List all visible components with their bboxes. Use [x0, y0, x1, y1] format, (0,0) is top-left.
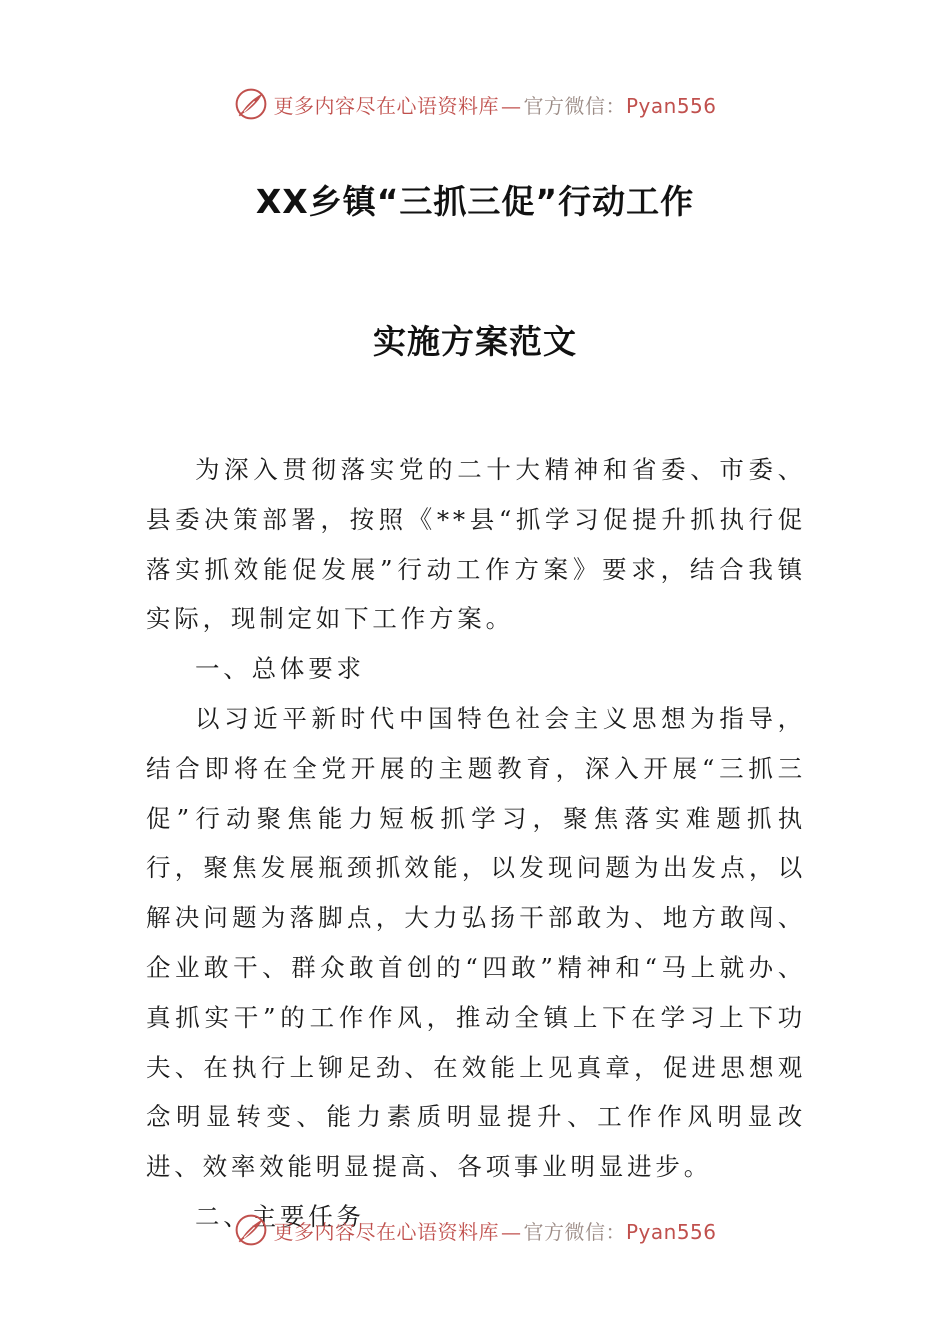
quill-logo-icon [233, 86, 269, 122]
watermark-account: Pyan556 [625, 93, 717, 118]
quill-logo-icon [233, 1212, 269, 1248]
watermark-dash: — [500, 93, 522, 118]
watermark-footer [0, 1210, 950, 1250]
watermark-prefix: 更多内容尽在心语资料库 [273, 93, 499, 118]
watermark-dash: — [500, 1219, 522, 1244]
document-body [146, 445, 806, 1242]
watermark-header [0, 84, 950, 124]
document-title-line-1: XX乡镇“三抓三促”行动工作 [255, 182, 695, 221]
watermark-text [273, 1216, 716, 1245]
watermark-prefix: 更多内容尽在心语资料库 [273, 1219, 499, 1244]
watermark-middle: 官方微信： [523, 1219, 626, 1244]
watermark-middle: 官方微信： [523, 93, 626, 118]
paragraph-requirements: 以习近平新时代中国特色社会主义思想为指导，结合即将在全党开展的主题教育，深入开展“三抓三促”行动聚焦能力短板抓学习，聚焦落实难题抓执行，聚焦发展瓶颈抓效能，以发现问题为出发点，以解决问题为落脚点，大力弘扬干部敢为、地方敢闯、企业敢干、群众敢首创的“四敢”精神和“马上就办、真抓实干”的工作作风，推动全镇上下在学习上下功夫、在执行上铆足劲、在效能上见真章，促进思想观念明显转变、能力素质明显提升、工作作风明显改进、效率效能明显提高、各项事业明显进步。 [146, 703, 806, 1182]
section-heading-1: 一、总体要求 [195, 654, 365, 684]
section-heading-2: 二、主要任务 [195, 1201, 365, 1231]
watermark-text [273, 90, 716, 119]
watermark-account: Pyan556 [625, 1219, 717, 1244]
paragraph-intro: 为深入贯彻落实党的二十大精神和省委、市委、县委决策部署，按照《**县“抓学习促提升抓执行促落实抓效能促发展”行动工作方案》要求，结合我镇实际，现制定如下工作方案。 [146, 455, 806, 634]
document-title-line-2: 实施方案范文 [373, 322, 577, 361]
